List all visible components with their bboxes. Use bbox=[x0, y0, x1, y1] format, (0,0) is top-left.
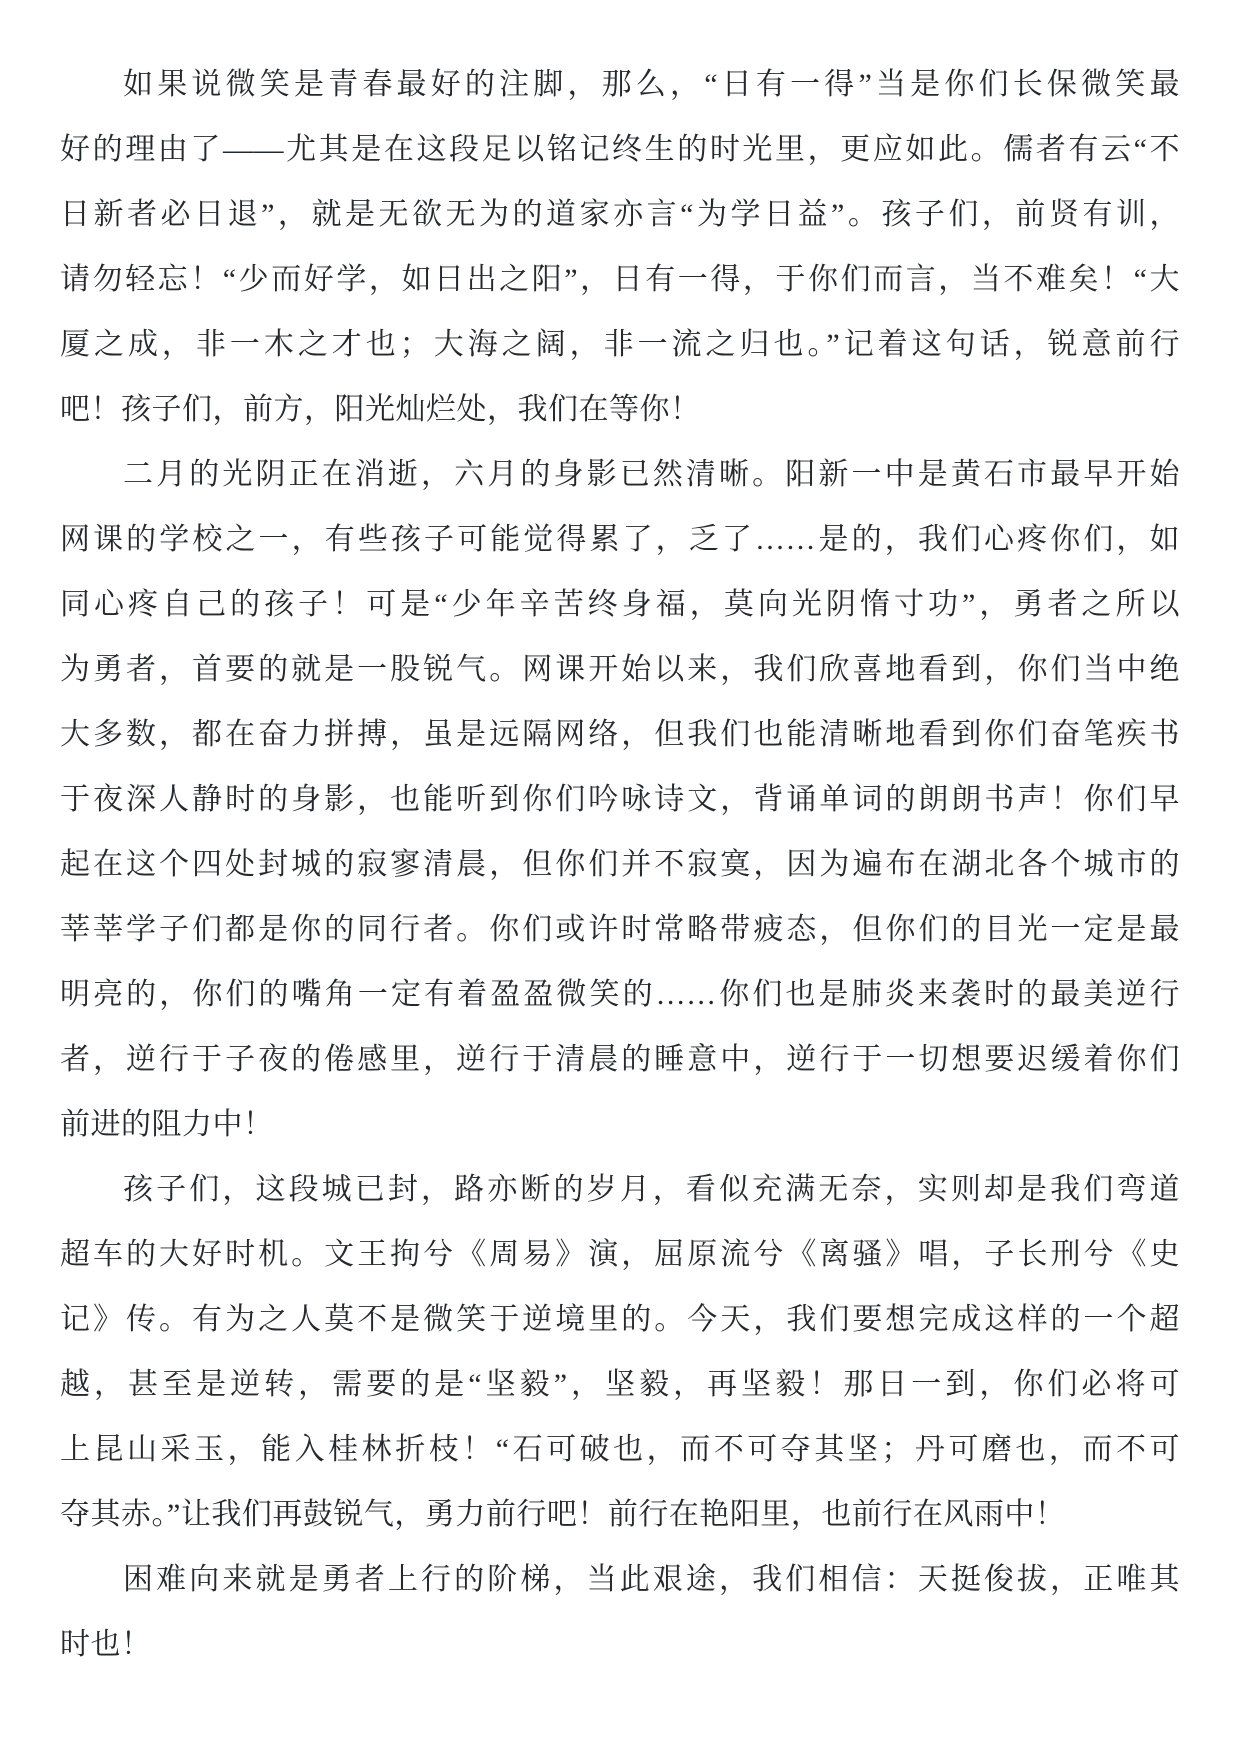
text-line: 困难向来就是勇者上行的阶梯，当此艰途，我们相信：天挺俊拔，正唯其 bbox=[123, 1563, 1180, 1596]
text-line: 孩子们，这段城已封，路亦断的岁月，看似充满无奈，实则却是我们弯道 bbox=[123, 1173, 1180, 1206]
text-line: 夺其赤。”让我们再鼓锐气，勇力前行吧！前行在艳阳里，也前行在风雨中！ bbox=[60, 1498, 1066, 1531]
text-line: 超车的大好时机。文王拘兮《周易》演，屈原流兮《离骚》唱，子长刑兮《史 bbox=[60, 1238, 1180, 1271]
text-line: 记》传。有为之人莫不是微笑于逆境里的。今天，我们要想完成这样的一个超 bbox=[60, 1303, 1180, 1336]
text-line: 前进的阻力中！ bbox=[60, 1108, 274, 1141]
text-line: 请勿轻忘！“少而好学，如日出之阳”，日有一得，于你们而言，当不难矣！“大 bbox=[60, 263, 1180, 296]
text-line: 二月的光阴正在消逝，六月的身影已然清晰。阳新一中是黄石市最早开始 bbox=[123, 458, 1180, 491]
text-line: 同心疼自己的孩子！可是“少年辛苦终身福，莫向光阴惰寸功”，勇者之所以 bbox=[60, 588, 1180, 621]
text-line: 上昆山采玉，能入桂林折枝！“石可破也，而不可夺其坚；丹可磨也，而不可 bbox=[60, 1433, 1180, 1466]
text-line: 网课的学校之一，有些孩子可能觉得累了，乏了……是的，我们心疼你们，如 bbox=[60, 523, 1180, 556]
text-line: 日新者必日退”，就是无欲无为的道家亦言“为学日益”。孩子们，前贤有训， bbox=[60, 198, 1180, 231]
text-line: 明亮的，你们的嘴角一定有着盈盈微笑的……你们也是肺炎来袭时的最美逆行 bbox=[60, 978, 1180, 1011]
text-line: 厦之成，非一木之才也；大海之阔，非一流之归也。”记着这句话，锐意前行 bbox=[60, 328, 1180, 361]
paragraph-4 bbox=[60, 1547, 1180, 1677]
text-line: 吧！孩子们，前方，阳光灿烂处，我们在等你！ bbox=[60, 393, 701, 426]
text-line: 时也！ bbox=[60, 1628, 152, 1661]
text-line: 如果说微笑是青春最好的注脚，那么，“日有一得”当是你们长保微笑最 bbox=[123, 68, 1180, 101]
paragraph-2 bbox=[60, 442, 1180, 1157]
text-line: 越，甚至是逆转，需要的是“坚毅”，坚毅，再坚毅！那日一到，你们必将可 bbox=[60, 1368, 1180, 1401]
text-line: 起在这个四处封城的寂寥清晨，但你们并不寂寞，因为遍布在湖北各个城市的 bbox=[60, 848, 1180, 881]
text-line: 于夜深人静时的身影，也能听到你们吟咏诗文，背诵单词的朗朗书声！你们早 bbox=[60, 783, 1180, 816]
text-line: 大多数，都在奋力拼搏，虽是远隔网络，但我们也能清晰地看到你们奋笔疾书 bbox=[60, 718, 1180, 751]
paragraph-1 bbox=[60, 52, 1180, 442]
paragraph-3 bbox=[60, 1157, 1180, 1547]
text-line: 好的理由了——尤其是在这段足以铭记终生的时光里，更应如此。儒者有云“不 bbox=[60, 133, 1180, 166]
text-line: 莘莘学子们都是你的同行者。你们或许时常略带疲态，但你们的目光一定是最 bbox=[60, 913, 1180, 946]
text-line: 者，逆行于子夜的倦感里，逆行于清晨的睡意中，逆行于一切想要迟缓着你们 bbox=[60, 1043, 1180, 1076]
text-line: 为勇者，首要的就是一股锐气。网课开始以来，我们欣喜地看到，你们当中绝 bbox=[60, 653, 1180, 686]
